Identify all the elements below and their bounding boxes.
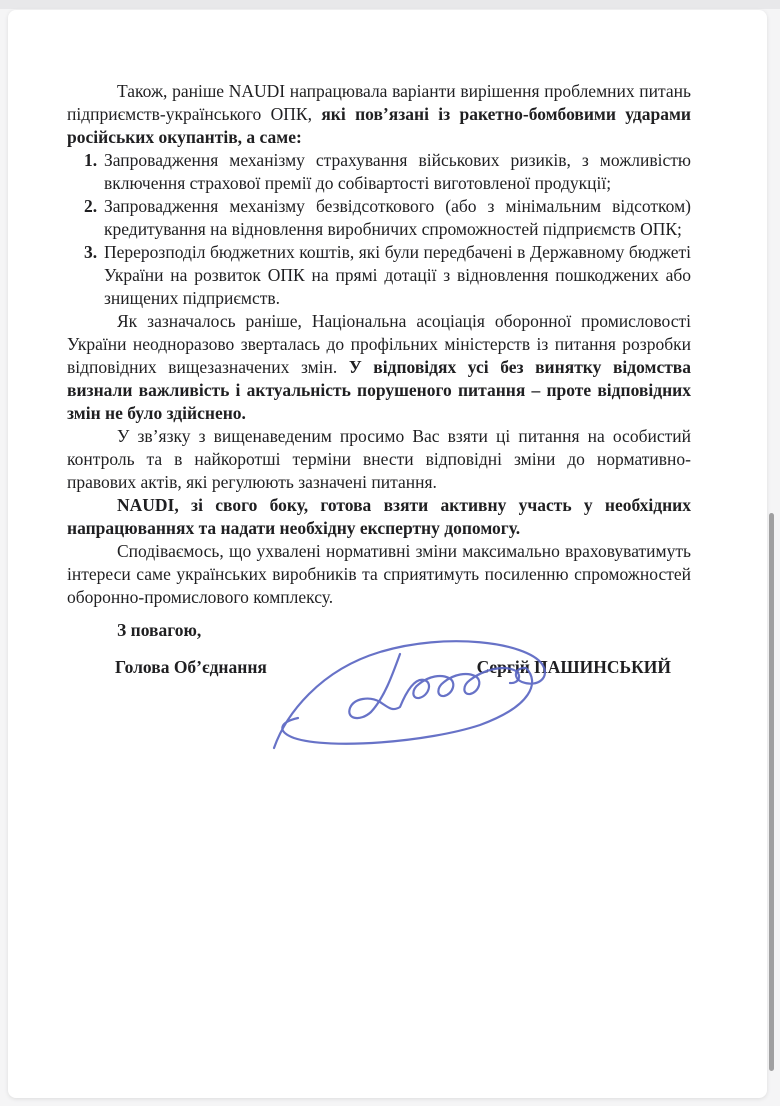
paragraph-appeals-bold-text: У відповідях усі без винятку відомства визнали важливість і актуальність порушеного питання – проте відповідних змін не було здійснено. [67,357,692,423]
closing-salutation: З повагою, [117,620,202,640]
list-item-text: Перерозподіл бюджетних коштів, які були передбачені в Державному бюджеті України на розвиток ОПК на прямі дотації з відновлення пошкоджених або знищених підприємств. [104,242,691,308]
scrollbar-thumb[interactable] [769,513,774,1071]
viewport-top-edge [0,0,780,9]
document-page [8,10,767,1098]
list-item-number: 2. [84,196,98,216]
list-item [67,241,691,310]
signature-row [67,656,691,679]
list-item [67,195,691,241]
signer-title: Голова Об’єднання [115,657,267,677]
paragraph-intro-bold-text: які пов’язані із ракетно-бомбовими ударами російських окупантів, а саме: [67,104,691,147]
paragraph-hope: Сподіваємось, що ухвалені нормативні зміни максимально враховуватимуть інтереси саме українських виробників та сприятимуть посиленню спроможностей оборонно-промислового комплексу. [67,541,691,607]
letter-body [67,80,691,679]
numbered-list [67,149,691,310]
paragraph-request: У зв’язку з вищенаведеним просимо Вас взяти ці питання на особистий контроль та в найкоротші терміни внести відповідні зміни до нормативно-правових актів, які регулюють зазначені питання. [67,426,691,492]
list-item-number: 3. [84,242,98,262]
list-item-number: 1. [84,150,98,170]
paragraph-naudi-offer: NAUDI, зі свого боку, готова взяти активну участь у необхідних напрацюваннях та надати необхідну експертну допомогу. [67,495,691,538]
signer-name: Сергій ПАШИНСЬКИЙ [476,657,671,677]
paragraph-appeals [67,310,691,425]
paragraph-appeals-text: Як зазначалось раніше, Національна асоціація оборонної промисловості України неодноразово зверталась до профільних міністерств із питання розробки відповідних вищезазначених змін. [67,311,691,377]
paragraph-intro-text: Також, раніше NAUDI напрацювала варіанти вирішення проблемних питань підприємств-українського ОПК, [67,81,691,124]
list-item [67,149,691,195]
list-item-text: Запровадження механізму страхування військових ризиків, з можливістю включення страхової премії до собівартості виготовленої продукції; [104,150,691,193]
list-item-text: Запровадження механізму безвідсоткового (або з мінімальним відсотком) кредитування на відновлення виробничих спроможностей підприємств ОПК; [104,196,691,239]
paragraph-intro [67,80,691,149]
